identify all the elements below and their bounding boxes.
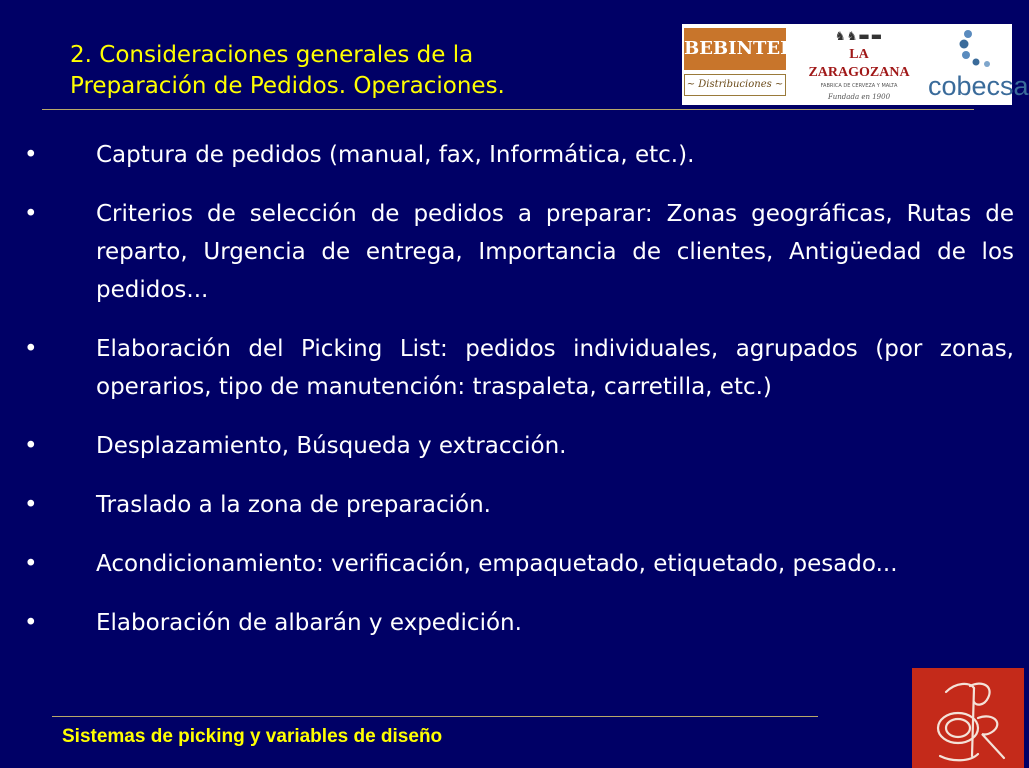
bullet-icon: • bbox=[24, 610, 38, 636]
bullet-item bbox=[24, 330, 1014, 406]
bullet-text: Traslado a la zona de preparación. bbox=[96, 492, 491, 518]
bullet-item bbox=[24, 486, 1014, 524]
bullet-text: Elaboración del Picking List: pedidos individuales, agrupados (por zonas, operarios, tipo de manutención: traspaleta, carretilla, etc.) bbox=[96, 336, 1014, 400]
bullet-icon: • bbox=[24, 142, 38, 168]
bullet-list bbox=[24, 136, 1014, 663]
bullet-item bbox=[24, 545, 1014, 583]
bullet-item bbox=[24, 195, 1014, 309]
bebinter-logo-subtitle: ~ Distribuciones ~ bbox=[684, 74, 786, 96]
bullet-text: Criterios de selección de pedidos a preparar: Zonas geográficas, Rutas de reparto, Urgencia de entrega, Importancia de clientes, Antigüedad de los pedidos... bbox=[96, 201, 1014, 303]
la-zaragozana-logo bbox=[806, 28, 912, 100]
slide-title-line-2: Preparación de Pedidos. Operaciones. bbox=[70, 73, 505, 99]
bullet-text: Elaboración de albarán y expedición. bbox=[96, 610, 522, 636]
bullet-item bbox=[24, 604, 1014, 642]
zaragozana-logo-founded: Fundada en 1900 bbox=[827, 93, 891, 101]
cobecsa-logo-name: cobecsa bbox=[928, 71, 1029, 101]
zaragozana-logo-name: LA ZARAGOZANA bbox=[808, 47, 910, 80]
sponsor-logos-banner bbox=[682, 24, 1029, 105]
bullet-icon: • bbox=[24, 201, 38, 227]
horse-cart-icon: ♞♞▬▬ bbox=[834, 29, 884, 43]
bullet-item bbox=[24, 136, 1014, 174]
bullet-icon: • bbox=[24, 551, 38, 577]
slide-title bbox=[70, 40, 630, 102]
slide-title-line-1: 2. Consideraciones generales de la bbox=[70, 42, 474, 68]
bebinter-logo bbox=[684, 28, 796, 98]
footer-divider bbox=[52, 716, 818, 717]
zaragozana-logo-subtitle: FABRICA DE CERVEZA Y MALTA bbox=[820, 83, 898, 89]
cobecsa-logo bbox=[926, 26, 1029, 103]
bebinter-logo-name: BEBINTER bbox=[684, 28, 786, 70]
university-emblem bbox=[912, 668, 1024, 768]
bullet-icon: • bbox=[24, 336, 38, 362]
emblem-monogram-icon bbox=[912, 668, 1024, 768]
bullet-icon: • bbox=[24, 492, 38, 518]
bullet-text: Acondicionamiento: verificación, empaquetado, etiquetado, pesado... bbox=[96, 551, 898, 577]
bullet-text: Captura de pedidos (manual, fax, Informática, etc.). bbox=[96, 142, 695, 168]
footer-caption: Sistemas de picking y variables de diseño bbox=[62, 726, 443, 747]
bullet-item bbox=[24, 427, 1014, 465]
title-divider bbox=[42, 109, 974, 110]
bullet-text: Desplazamiento, Búsqueda y extracción. bbox=[96, 433, 567, 459]
dots-icon bbox=[956, 28, 996, 72]
bullet-icon: • bbox=[24, 433, 38, 459]
